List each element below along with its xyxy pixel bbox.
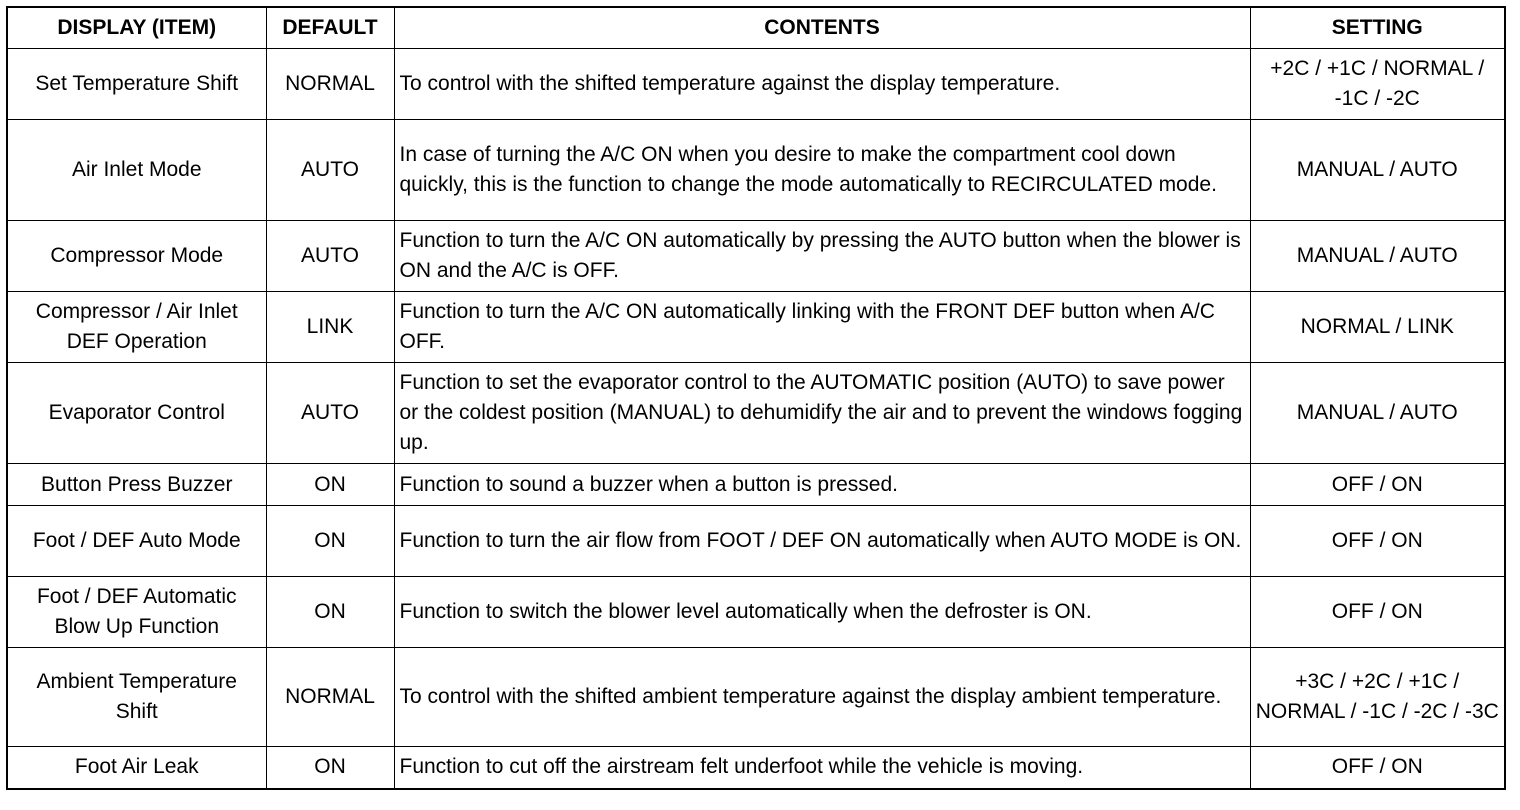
default-cell: ON xyxy=(266,464,394,506)
table-header-row xyxy=(7,7,1505,49)
item-cell: Compressor Mode xyxy=(7,221,266,292)
item-cell: Foot Air Leak xyxy=(7,747,266,789)
default-cell: ON xyxy=(266,747,394,789)
setting-cell: OFF / ON xyxy=(1250,464,1505,506)
contents-cell: Function to cut off the airstream felt underfoot while the vehicle is moving. xyxy=(394,747,1250,789)
table-row xyxy=(7,221,1505,292)
contents-cell: Function to set the evaporator control to the AUTOMATIC position (AUTO) to save power or the coldest position (MANUAL) to dehumidify the air and to prevent the windows fogging up. xyxy=(394,363,1250,464)
default-cell: NORMAL xyxy=(266,648,394,747)
default-cell: AUTO xyxy=(266,363,394,464)
default-cell: AUTO xyxy=(266,221,394,292)
header-setting: SETTING xyxy=(1250,7,1505,49)
setting-cell: +2C / +1C / NORMAL / -1C / -2C xyxy=(1250,49,1505,120)
contents-cell: Function to switch the blower level automatically when the defroster is ON. xyxy=(394,577,1250,648)
default-cell: LINK xyxy=(266,292,394,363)
item-cell: Ambient Temperature Shift xyxy=(7,648,266,747)
default-cell: NORMAL xyxy=(266,49,394,120)
item-cell: Button Press Buzzer xyxy=(7,464,266,506)
setting-cell: NORMAL / LINK xyxy=(1250,292,1505,363)
item-cell: Foot / DEF Automatic Blow Up Function xyxy=(7,577,266,648)
header-contents: CONTENTS xyxy=(394,7,1250,49)
header-display-item: DISPLAY (ITEM) xyxy=(7,7,266,49)
table-row xyxy=(7,747,1505,789)
contents-cell: To control with the shifted ambient temperature against the display ambient temperature. xyxy=(394,648,1250,747)
contents-cell: In case of turning the A/C ON when you desire to make the compartment cool down quickly, this is the function to change the mode automatically to RECIRCULATED mode. xyxy=(394,120,1250,221)
setting-cell: MANUAL / AUTO xyxy=(1250,120,1505,221)
item-cell: Evaporator Control xyxy=(7,363,266,464)
settings-table xyxy=(6,6,1506,790)
item-cell: Foot / DEF Auto Mode xyxy=(7,506,266,577)
setting-cell: MANUAL / AUTO xyxy=(1250,363,1505,464)
setting-cell: MANUAL / AUTO xyxy=(1250,221,1505,292)
contents-cell: Function to turn the A/C ON automatically linking with the FRONT DEF button when A/C OFF. xyxy=(394,292,1250,363)
default-cell: ON xyxy=(266,506,394,577)
default-cell: ON xyxy=(266,577,394,648)
table-row xyxy=(7,506,1505,577)
item-cell: Compressor / Air Inlet DEF Operation xyxy=(7,292,266,363)
table-row xyxy=(7,49,1505,120)
table-row xyxy=(7,648,1505,747)
setting-cell: +3C / +2C / +1C / NORMAL / -1C / -2C / -3C xyxy=(1250,648,1505,747)
table-row xyxy=(7,464,1505,506)
contents-cell: Function to turn the A/C ON automatically by pressing the AUTO button when the blower is ON and the A/C is OFF. xyxy=(394,221,1250,292)
default-cell: AUTO xyxy=(266,120,394,221)
item-cell: Air Inlet Mode xyxy=(7,120,266,221)
table-row xyxy=(7,292,1505,363)
item-cell: Set Temperature Shift xyxy=(7,49,266,120)
table-row xyxy=(7,120,1505,221)
contents-cell: To control with the shifted temperature against the display temperature. xyxy=(394,49,1250,120)
setting-cell: OFF / ON xyxy=(1250,506,1505,577)
setting-cell: OFF / ON xyxy=(1250,577,1505,648)
contents-cell: Function to turn the air flow from FOOT / DEF ON automatically when AUTO MODE is ON. xyxy=(394,506,1250,577)
table-row xyxy=(7,577,1505,648)
contents-cell: Function to sound a buzzer when a button is pressed. xyxy=(394,464,1250,506)
header-default: DEFAULT xyxy=(266,7,394,49)
setting-cell: OFF / ON xyxy=(1250,747,1505,789)
table-row xyxy=(7,363,1505,464)
